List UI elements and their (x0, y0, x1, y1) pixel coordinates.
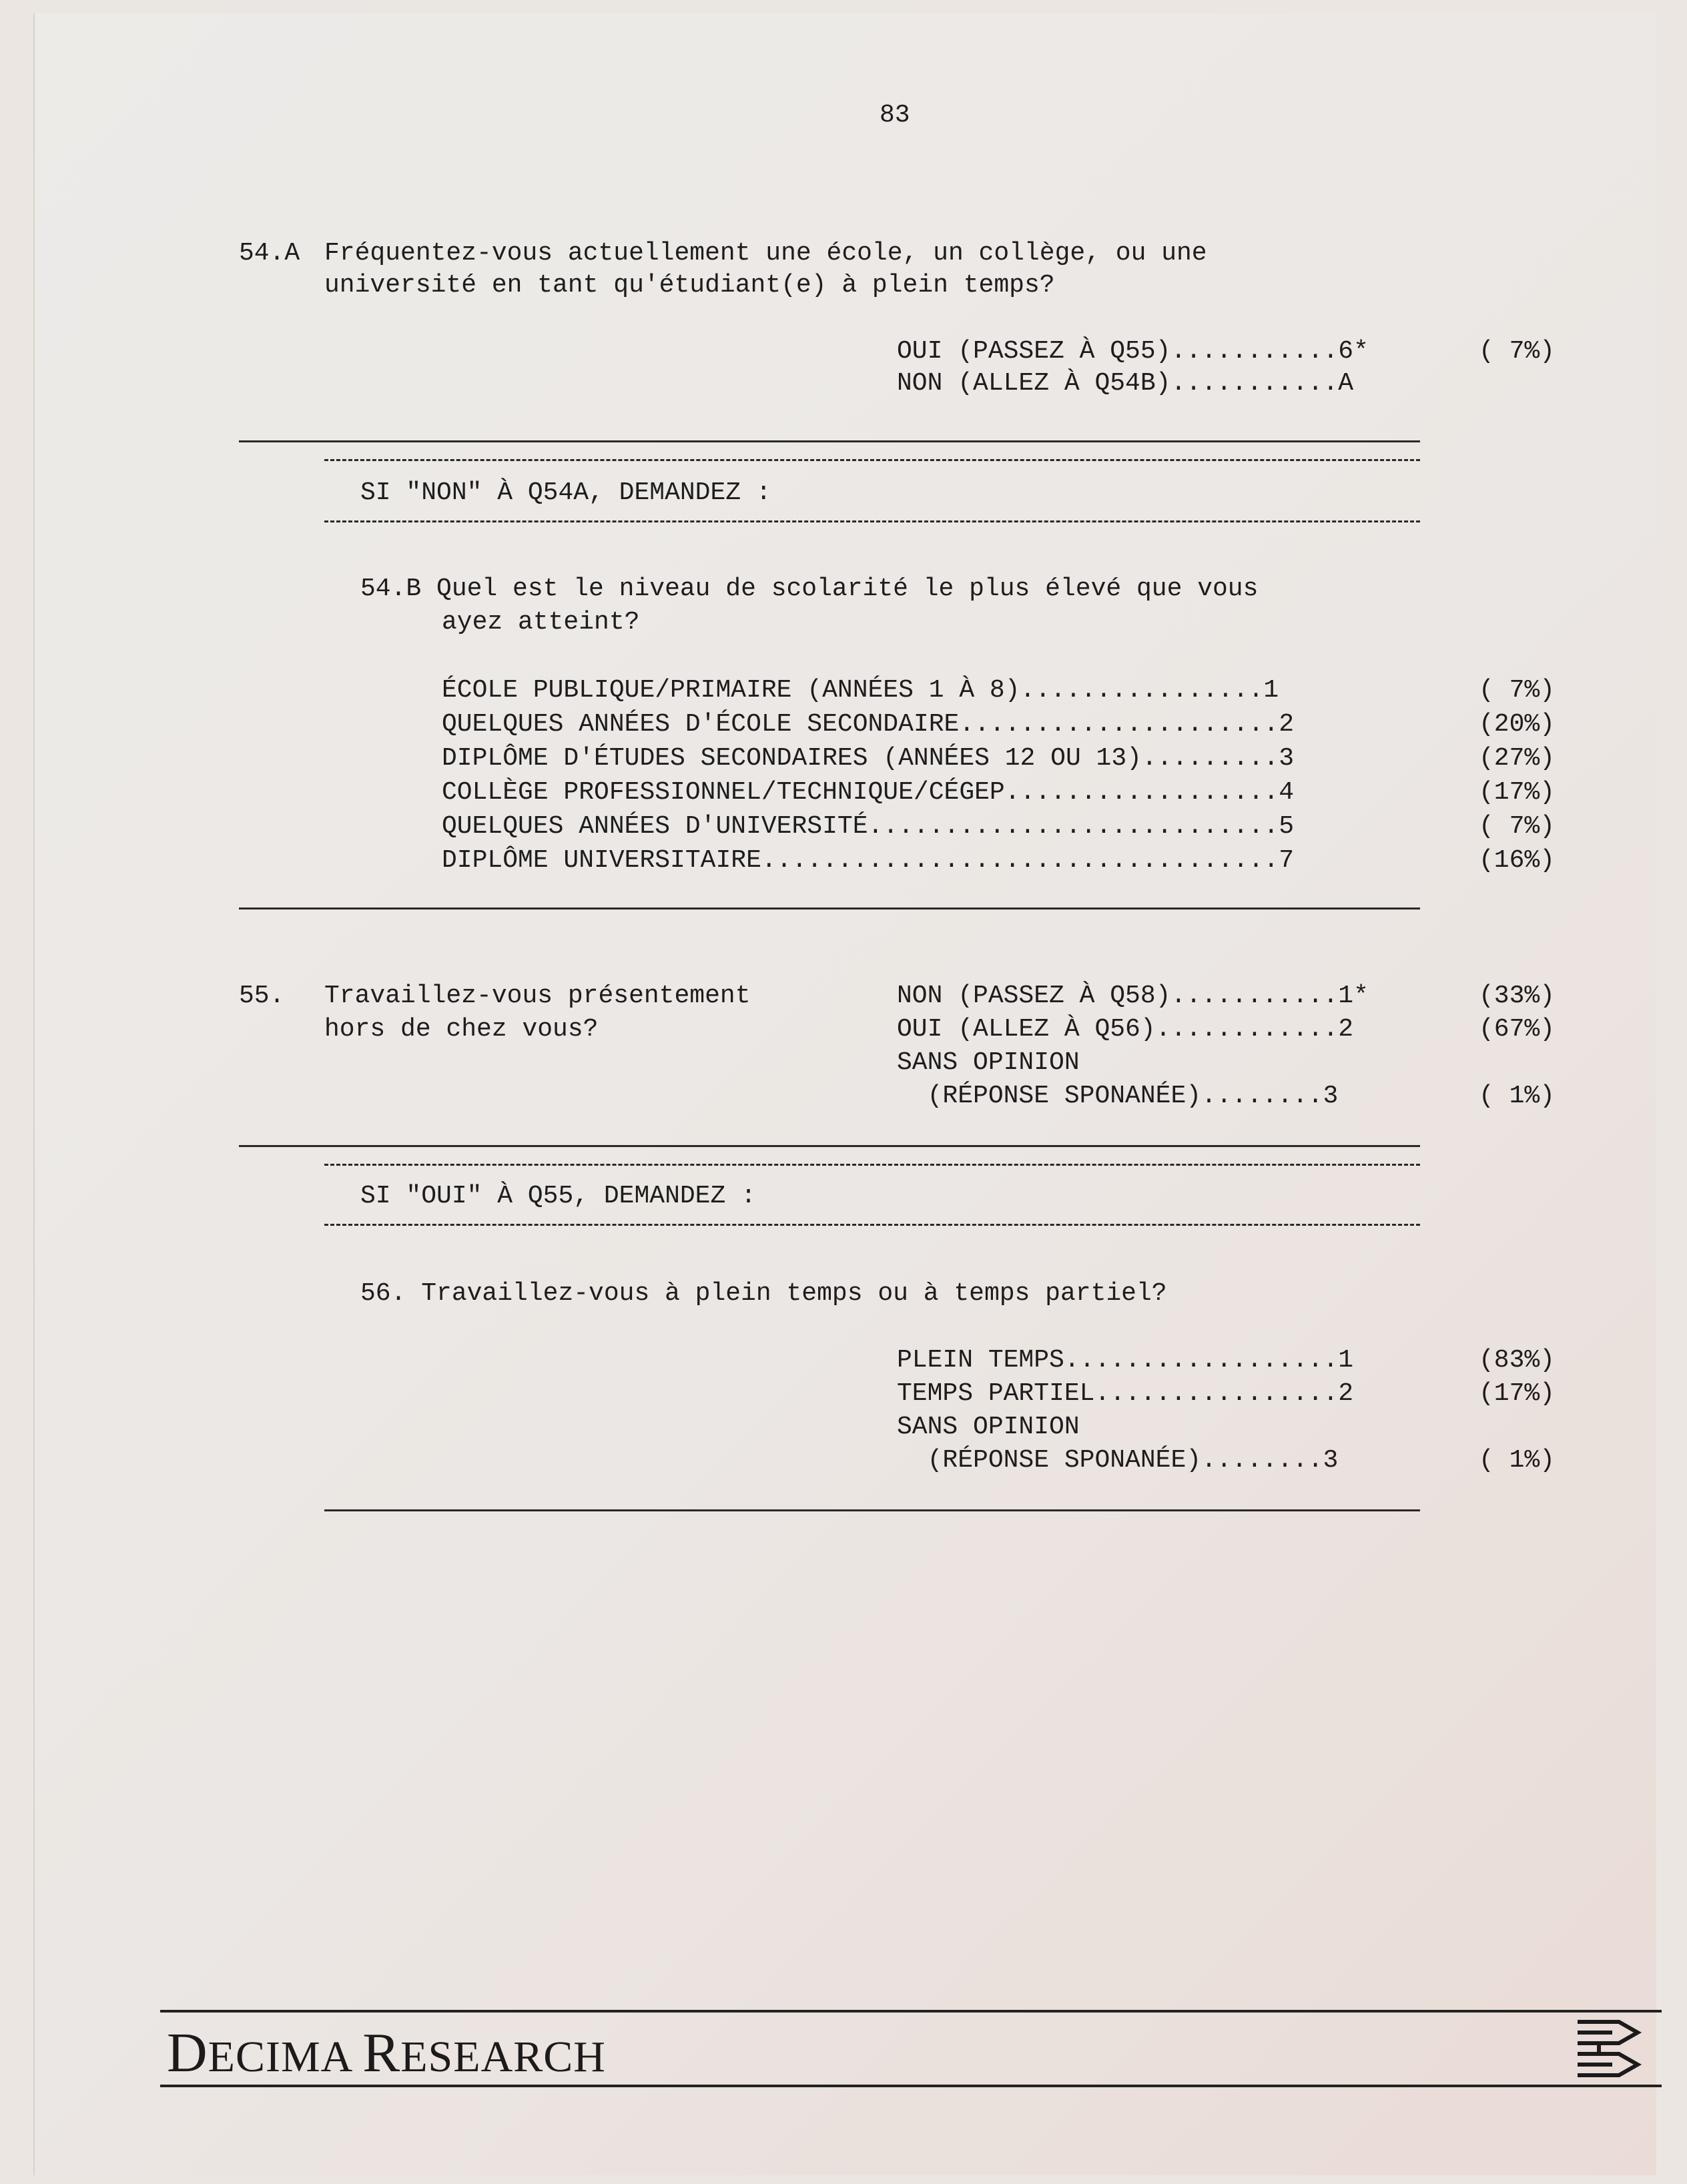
q54b-pct-5: ( 7%) (1478, 812, 1555, 841)
q54b-pct-2: (20%) (1478, 710, 1555, 739)
q54b-question-line2: ayez atteint? (442, 608, 640, 637)
q54a-pct-oui: ( 7%) (1478, 337, 1555, 366)
q54a-answer-non: NON (ALLEZ À Q54B)...........A (897, 369, 1354, 398)
q54b-answer-2: QUELQUES ANNÉES D'ÉCOLE SECONDAIRE.....................2 (442, 710, 1295, 739)
q54a-question-line2: université en tant qu'étudiant(e) à plein temps? (324, 271, 1055, 300)
q56-answer-partiel: TEMPS PARTIEL................2 (897, 1379, 1354, 1408)
q54b-question-line1: 54.B Quel est le niveau de scolarité le plus élevé que vous (360, 575, 1259, 603)
q55-answer-sans-opinion: SANS OPINION (897, 1048, 1080, 1077)
skip-instruction-q56: SI "OUI" À Q55, DEMANDEZ : (360, 1182, 756, 1210)
q56-answer-sans-opinion: SANS OPINION (897, 1413, 1080, 1441)
section-rule (324, 1509, 1420, 1511)
skip-dashed-top (324, 459, 1420, 461)
skip-dashed-bottom (324, 1224, 1420, 1226)
q54a-question-line1: Fréquentez-vous actuellement une école, un collège, ou une (324, 239, 1207, 268)
q55-number: 55. (239, 982, 285, 1010)
section-rule (239, 1145, 1420, 1147)
skip-instruction-q54b: SI "NON" À Q54A, DEMANDEZ : (360, 478, 771, 507)
q55-answer-oui: OUI (ALLEZ À Q56)............2 (897, 1015, 1354, 1044)
q54b-pct-7: (16%) (1478, 846, 1555, 875)
q54b-pct-4: (17%) (1478, 778, 1555, 807)
q55-pct-non: (33%) (1478, 982, 1555, 1010)
q54b-answer-7: DIPLÔME UNIVERSITAIRE..................................7 (442, 846, 1295, 875)
q54b-pct-1: ( 7%) (1478, 676, 1555, 705)
q56-answer-reponse-spontanee: (RÉPONSE SPONANÉE)........3 (897, 1446, 1339, 1475)
decima-research-logo-text: DECIMA RESEARCH (167, 2022, 606, 2084)
footer-rule-bottom (160, 2085, 1662, 2087)
q55-question-line2: hors de chez vous? (324, 1015, 599, 1044)
q56-answer-plein: PLEIN TEMPS..................1 (897, 1346, 1354, 1375)
q56-pct-partiel: (17%) (1478, 1379, 1555, 1408)
q54b-answer-5: QUELQUES ANNÉES D'UNIVERSITÉ...........................5 (442, 812, 1295, 841)
decima-logo-icon (1572, 2015, 1646, 2082)
page-number: 83 (880, 101, 910, 129)
section-rule (239, 440, 1420, 442)
q54b-answer-3: DIPLÔME D'ÉTUDES SECONDAIRES (ANNÉES 12 OU 13).........3 (442, 744, 1295, 773)
q54b-answer-4: COLLÈGE PROFESSIONNEL/TECHNIQUE/CÉGEP..................4 (442, 778, 1295, 807)
q55-pct-oui: (67%) (1478, 1015, 1555, 1044)
section-rule (239, 907, 1420, 909)
document-page (33, 13, 1656, 2175)
q55-pct-sans-opinion: ( 1%) (1478, 1082, 1555, 1110)
q56-pct-sans-opinion: ( 1%) (1478, 1446, 1555, 1475)
q55-answer-non: NON (PASSEZ À Q58)...........1* (897, 982, 1369, 1010)
q55-answer-reponse-spontanee: (RÉPONSE SPONANÉE)........3 (897, 1082, 1339, 1110)
q56-pct-plein: (83%) (1478, 1346, 1555, 1375)
q55-question-line1: Travaillez-vous présentement (324, 982, 751, 1010)
skip-dashed-top (324, 1164, 1420, 1166)
q56-question: 56. Travaillez-vous à plein temps ou à temps partiel? (360, 1279, 1167, 1308)
q54a-number: 54.A (239, 239, 300, 268)
q54a-answer-oui: OUI (PASSEZ À Q55)...........6* (897, 337, 1369, 366)
skip-dashed-bottom (324, 520, 1420, 522)
q54b-answer-1: ÉCOLE PUBLIQUE/PRIMAIRE (ANNÉES 1 À 8)................1 (442, 676, 1279, 705)
footer-rule-top (160, 2010, 1662, 2013)
q54b-pct-3: (27%) (1478, 744, 1555, 773)
